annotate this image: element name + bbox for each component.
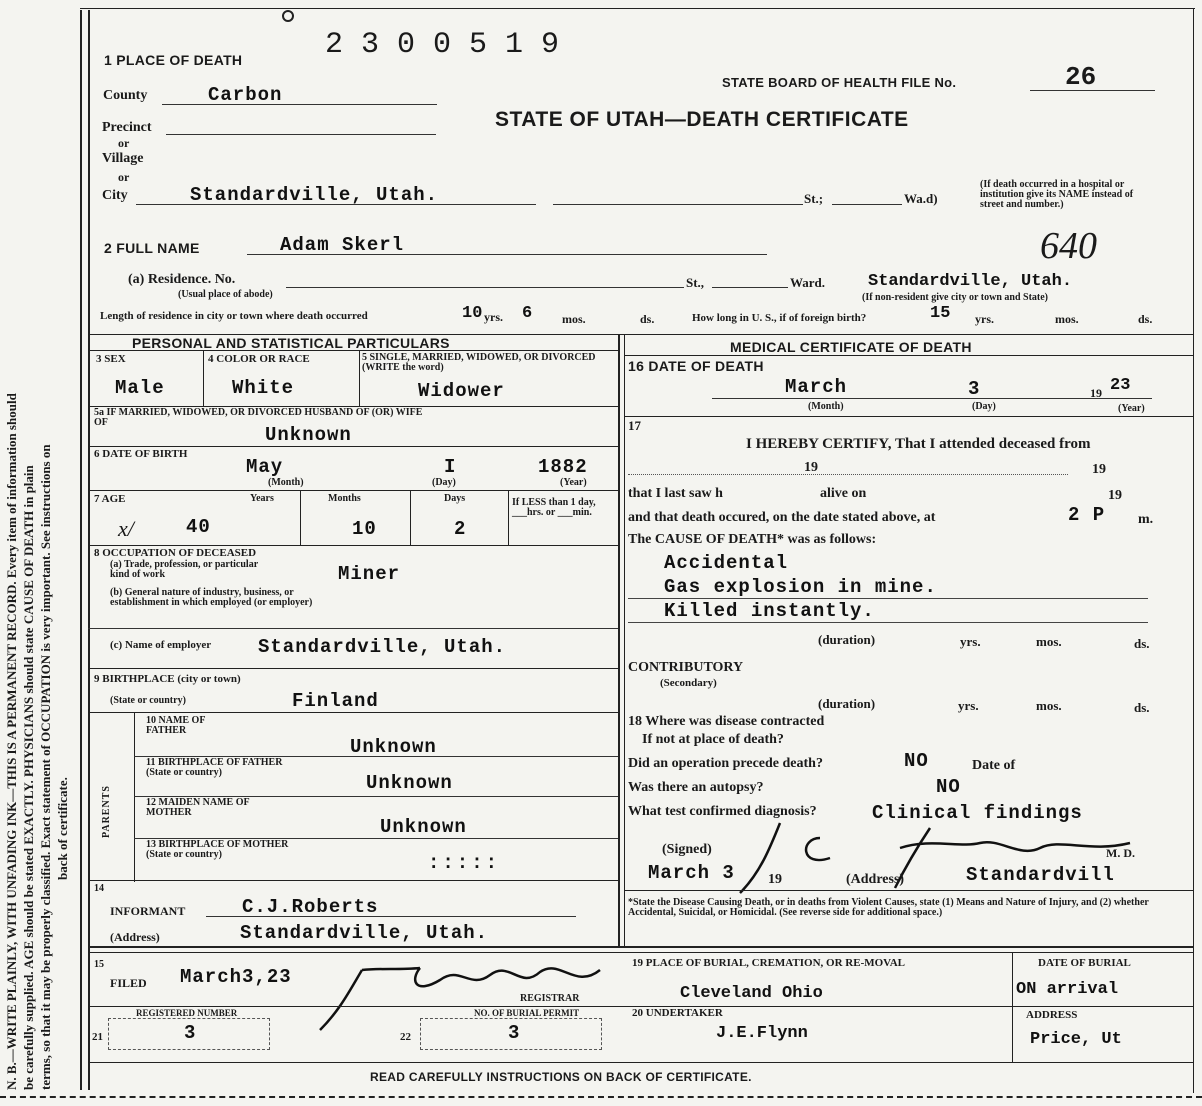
informant-value: C.J.Roberts xyxy=(242,896,379,918)
line-after-informant-2 xyxy=(88,952,1193,953)
dod-year: 23 xyxy=(1110,376,1131,395)
line-after-employer xyxy=(88,668,618,669)
county-value: Carbon xyxy=(208,84,283,106)
death-occurred-label: and that death occured, on the date stated above, at xyxy=(628,510,936,525)
us-yrs-value: 15 xyxy=(930,304,951,323)
us-mos-label: mos. xyxy=(1055,312,1079,326)
sex-label: 3 SEX xyxy=(96,353,126,365)
signed-address-value: Standardvill xyxy=(966,864,1115,886)
filed-label: FILED xyxy=(110,976,147,990)
secondary-label: (Secondary) xyxy=(660,677,717,689)
cause-line-3: Killed instantly. xyxy=(664,600,875,622)
death-time: 2 P xyxy=(1068,504,1106,526)
full-name-label: 2 FULL NAME xyxy=(104,240,200,256)
birthplace-value: Finland xyxy=(292,690,379,712)
cause-underline-2 xyxy=(628,622,1148,623)
item-17: 17 xyxy=(628,418,641,433)
line-after-birthplace xyxy=(88,712,618,713)
months-label: Months xyxy=(328,493,361,504)
length-mos-label: mos. xyxy=(562,312,586,326)
county-label: County xyxy=(103,88,148,103)
mother-value: Unknown xyxy=(380,816,467,838)
attended-19a: 19 xyxy=(804,460,818,475)
cause-footnote: *State the Disease Causing Death, or in deaths from Violent Causes, state (1) Means and Nature of Injury, and (2) whether Accidental, Suicidal, or Homicidal. (See reverse side for additional space.) xyxy=(628,897,1149,918)
sex-value: Male xyxy=(115,377,165,399)
test-value: Clinical findings xyxy=(872,802,1083,824)
residence-st-label: St., xyxy=(686,275,705,290)
cause-underline-1 xyxy=(628,598,1148,599)
age-div-2 xyxy=(410,490,411,545)
age-years: 40 xyxy=(186,516,211,538)
duration-yrs-1: yrs. xyxy=(960,634,981,649)
informant-address-label: (Address) xyxy=(110,930,160,944)
cause-label: The CAUSE OF DEATH* was as follows: xyxy=(628,532,877,547)
operation-value: NO xyxy=(904,750,929,772)
city-value: Standardville, Utah. xyxy=(190,184,439,206)
undertaker-address-value: Price, Ut xyxy=(1030,1030,1122,1049)
burial-date-value: ON arrival xyxy=(1016,980,1119,999)
occupation-a-label: (a) Trade, profession, or particular kind of work xyxy=(110,559,258,580)
personal-heading-line xyxy=(88,350,618,351)
last-saw-19: 19 xyxy=(1108,488,1122,503)
occupation-label: 8 OCCUPATION OF DECEASED xyxy=(94,547,257,559)
duration-ds-2: ds. xyxy=(1134,700,1150,715)
line-after-spouse xyxy=(88,446,618,447)
side-line-1: N. B.—WRITE PLAINLY, WITH UNFADING INK—THIS IS A PERMANENT RECORD. Every item of information should xyxy=(4,393,19,1090)
medical-heading-line xyxy=(624,355,1193,356)
dod-day-label: (Day) xyxy=(972,401,996,412)
occupation-b-label: (b) General nature of industry, business, or establishment in which employed (or employer) xyxy=(110,587,313,608)
cause-line-1: Accidental xyxy=(664,552,789,574)
dod-month-label: (Month) xyxy=(808,401,844,412)
parents-label: PARENTS xyxy=(101,785,112,838)
attended-19b: 19 xyxy=(1092,462,1106,477)
left-border-outer xyxy=(80,10,82,1090)
dob-label: 6 DATE OF BIRTH xyxy=(94,448,188,460)
center-divider-2 xyxy=(624,334,625,946)
signed-label: (Signed) xyxy=(662,842,712,857)
years-label: Years xyxy=(250,493,274,504)
burial-permit-value: 3 xyxy=(508,1022,521,1044)
informant-address-value: Standardville, Utah. xyxy=(240,922,489,944)
footer-instructions: READ CAREFULLY INSTRUCTIONS ON BACK OF CERTIFICATE. xyxy=(370,1070,752,1084)
spouse-label: 5a IF MARRIED, WIDOWED, OR DIVORCED HUSBAND OF (OR) WIFE OF xyxy=(94,407,423,428)
birthplace-sub: (State or country) xyxy=(110,695,186,706)
or-label-2: or xyxy=(118,170,130,184)
length-ds-label: ds. xyxy=(640,312,655,326)
length-mos-value: 6 xyxy=(522,304,533,323)
residence-ward-label: Ward. xyxy=(790,275,826,290)
burial-permit-label: NO. OF BURIAL PERMIT xyxy=(474,1008,580,1018)
mother-birthplace-label: 13 BIRTHPLACE OF MOTHER (State or country) xyxy=(146,839,289,860)
dob-year-label: (Year) xyxy=(560,477,587,488)
spouse-value: Unknown xyxy=(265,424,352,446)
color-divider xyxy=(359,350,360,406)
dod-day: 3 xyxy=(968,378,981,400)
signed-year: 19 xyxy=(768,872,782,887)
registrar-label: REGISTRAR xyxy=(520,993,580,1004)
duration-label-1: (duration) xyxy=(818,632,876,647)
marital-value: Widower xyxy=(418,380,505,402)
place-of-death-label: 1 PLACE OF DEATH xyxy=(104,52,243,68)
dob-day: I xyxy=(444,456,457,478)
file-no-value: 26 xyxy=(1065,62,1097,92)
line-after-mother-bp xyxy=(88,880,618,881)
left-border-inner xyxy=(88,10,90,1090)
certify-text: I HEREBY CERTIFY, That I attended deceased from xyxy=(746,436,1091,452)
registered-number-idx: 21 xyxy=(92,1031,103,1043)
dob-day-label: (Day) xyxy=(432,477,456,488)
street-line xyxy=(553,204,803,205)
age-div-1 xyxy=(300,490,301,545)
right-border xyxy=(1193,8,1194,1093)
md-label: M. D. xyxy=(1106,846,1135,860)
us-yrs-label: yrs. xyxy=(975,312,994,326)
age-months: 10 xyxy=(352,518,377,540)
duration-ds-1: ds. xyxy=(1134,636,1150,651)
contributory-label: CONTRIBUTORY xyxy=(628,660,744,675)
bottom-border xyxy=(0,1096,1202,1098)
handwritten-number: 640 xyxy=(1040,225,1097,267)
us-ds-label: ds. xyxy=(1138,312,1153,326)
or-label-1: or xyxy=(118,136,130,150)
city-line xyxy=(136,204,536,205)
autopsy-value: NO xyxy=(936,776,961,798)
informant-line xyxy=(206,916,576,917)
informant-num: 14 xyxy=(94,883,104,894)
medical-heading: MEDICAL CERTIFICATE OF DEATH xyxy=(730,339,972,355)
alive-on-label: alive on xyxy=(820,486,867,501)
color-label: 4 COLOR OR RACE xyxy=(208,353,310,365)
occupation-value: Miner xyxy=(338,563,401,585)
sex-divider xyxy=(203,350,204,406)
age-div-3 xyxy=(508,490,509,545)
mother-label: 12 MAIDEN NAME OF MOTHER xyxy=(146,797,250,818)
residence-ward-line xyxy=(712,287,788,288)
undertaker-address-label: ADDRESS xyxy=(1026,1009,1078,1021)
filed-num: 15 xyxy=(94,959,104,970)
punch-hole xyxy=(282,10,294,22)
hospital-note: (If death occurred in a hospital or institution give its NAME instead of street and number.) xyxy=(980,179,1134,210)
line-after-filed xyxy=(88,1006,624,1007)
length-yrs-value: 10 xyxy=(462,304,483,323)
marital-label: 5 SINGLE, MARRIED, WIDOWED, OR DIVORCED (WRITE the word) xyxy=(362,352,596,373)
residence-ward-value: Standardville, Utah. xyxy=(868,272,1073,291)
age-days: 2 xyxy=(454,518,467,540)
line-after-dod xyxy=(624,416,1193,417)
side-line-4: back of certificate. xyxy=(55,777,70,880)
duration-label-2: (duration) xyxy=(818,696,876,711)
us-label: How long in U. S., if of foreign birth? xyxy=(692,312,867,324)
precinct-line xyxy=(166,134,436,135)
side-line-3: terms, so that it may be properly classified. Exact statement of OCCUPATION is very important. See instructions on xyxy=(38,444,53,1090)
burial-permit-idx: 22 xyxy=(400,1031,411,1043)
date-of-label: Date of xyxy=(972,758,1016,773)
full-name-value: Adam Skerl xyxy=(280,234,405,256)
death-time-m: m. xyxy=(1138,512,1154,527)
personal-heading: PERSONAL AND STATISTICAL PARTICULARS xyxy=(132,335,450,351)
registered-number-label: REGISTERED NUMBER xyxy=(136,1008,238,1018)
length-yrs-label: yrs. xyxy=(484,310,503,324)
residence-sub: (Usual place of abode) xyxy=(178,289,273,300)
certificate-title: STATE OF UTAH—DEATH CERTIFICATE xyxy=(495,108,909,131)
father-birthplace-value: Unknown xyxy=(366,772,453,794)
age-label: 7 AGE xyxy=(94,493,126,505)
certificate-number: 2 3 0 0 5 1 9 xyxy=(325,28,560,62)
length-residence-label: Length of residence in city or town where death occurred xyxy=(100,310,368,322)
center-divider xyxy=(618,334,620,946)
employer-value: Standardville, Utah. xyxy=(258,636,507,658)
signed-address-label: (Address) xyxy=(846,872,905,887)
ward-label: Wa.d) xyxy=(904,191,938,206)
dod-line xyxy=(712,398,1152,399)
top-border xyxy=(80,8,1195,9)
burial-date-label: DATE OF BURIAL xyxy=(1038,957,1131,969)
dod-month: March xyxy=(785,376,848,398)
father-label: 10 NAME OF FATHER xyxy=(146,715,206,736)
informant-label: INFORMANT xyxy=(110,904,186,918)
less-than-label: If LESS than 1 day, ___hrs. or ___min. xyxy=(512,497,596,518)
line-before-employer xyxy=(88,628,618,629)
age-mark: x/ xyxy=(118,516,134,541)
residence-label: (a) Residence. No. xyxy=(128,272,236,287)
last-saw-label: that I last saw h xyxy=(628,486,723,501)
line-after-dob xyxy=(88,490,618,491)
dob-year: 1882 xyxy=(538,456,588,478)
side-line-2: be carefully supplied. AGE should be stated EXACTLY. PHYSICIANS should state CAUSE OF DEATH in plain xyxy=(21,465,36,1090)
birthplace-label: 9 BIRTHPLACE (city or town) xyxy=(94,673,241,685)
duration-mos-1: mos. xyxy=(1036,634,1062,649)
line-after-age xyxy=(88,545,618,546)
nonresident-note: (If non-resident give city or town and State) xyxy=(862,292,1049,303)
attended-line xyxy=(628,474,1068,475)
color-value: White xyxy=(232,377,295,399)
mother-birthplace-value: ::::: xyxy=(428,852,501,874)
burial-divider xyxy=(1012,952,1013,1062)
signed-date: March 3 xyxy=(648,862,735,884)
ward-line xyxy=(832,204,902,205)
dod-year-label: (Year) xyxy=(1118,403,1145,414)
registered-number-value: 3 xyxy=(184,1022,197,1044)
test-label: What test confirmed diagnosis? xyxy=(628,804,817,819)
line-after-signature xyxy=(624,890,1193,891)
precinct-label: Precinct xyxy=(102,120,152,135)
days-label: Days xyxy=(444,493,466,504)
file-no-line xyxy=(1030,90,1155,91)
line-after-informant xyxy=(88,946,1193,948)
operation-label: Did an operation precede death? xyxy=(628,756,823,771)
side-instructions xyxy=(0,0,80,1106)
item-18b-label: If not at place of death? xyxy=(642,732,784,747)
parents-divider xyxy=(134,712,135,882)
dob-month: May xyxy=(246,456,284,478)
village-label: Village xyxy=(102,151,144,166)
filed-date: March3,23 xyxy=(180,966,292,988)
autopsy-label: Was there an autopsy? xyxy=(628,780,764,795)
father-value: Unknown xyxy=(350,736,437,758)
date-of-death-label: 16 DATE OF DEATH xyxy=(628,358,764,374)
duration-mos-2: mos. xyxy=(1036,698,1062,713)
dod-year-prefix: 19 xyxy=(1090,386,1102,400)
burial-place-value: Cleveland Ohio xyxy=(680,984,823,1003)
duration-yrs-2: yrs. xyxy=(958,698,979,713)
city-label: City xyxy=(102,188,128,203)
cause-line-2: Gas explosion in mine. xyxy=(664,576,937,598)
dob-month-label: (Month) xyxy=(268,477,304,488)
file-no-label: STATE BOARD OF HEALTH FILE No. xyxy=(722,75,957,90)
item-18-label: 18 Where was disease contracted xyxy=(628,714,825,729)
father-birthplace-label: 11 BIRTHPLACE OF FATHER (State or country) xyxy=(146,757,283,778)
st-label: St.; xyxy=(804,191,824,206)
undertaker-value: J.E.Flynn xyxy=(716,1024,808,1043)
undertaker-label: 20 UNDERTAKER xyxy=(632,1007,723,1019)
line-before-footer xyxy=(88,1062,1193,1063)
residence-line xyxy=(286,287,684,288)
burial-place-label: 19 PLACE OF BURIAL, CREMATION, OR RE-MOVAL xyxy=(632,957,905,969)
county-line xyxy=(162,104,437,105)
full-name-line xyxy=(247,254,767,255)
employer-label: (c) Name of employer xyxy=(110,639,212,651)
